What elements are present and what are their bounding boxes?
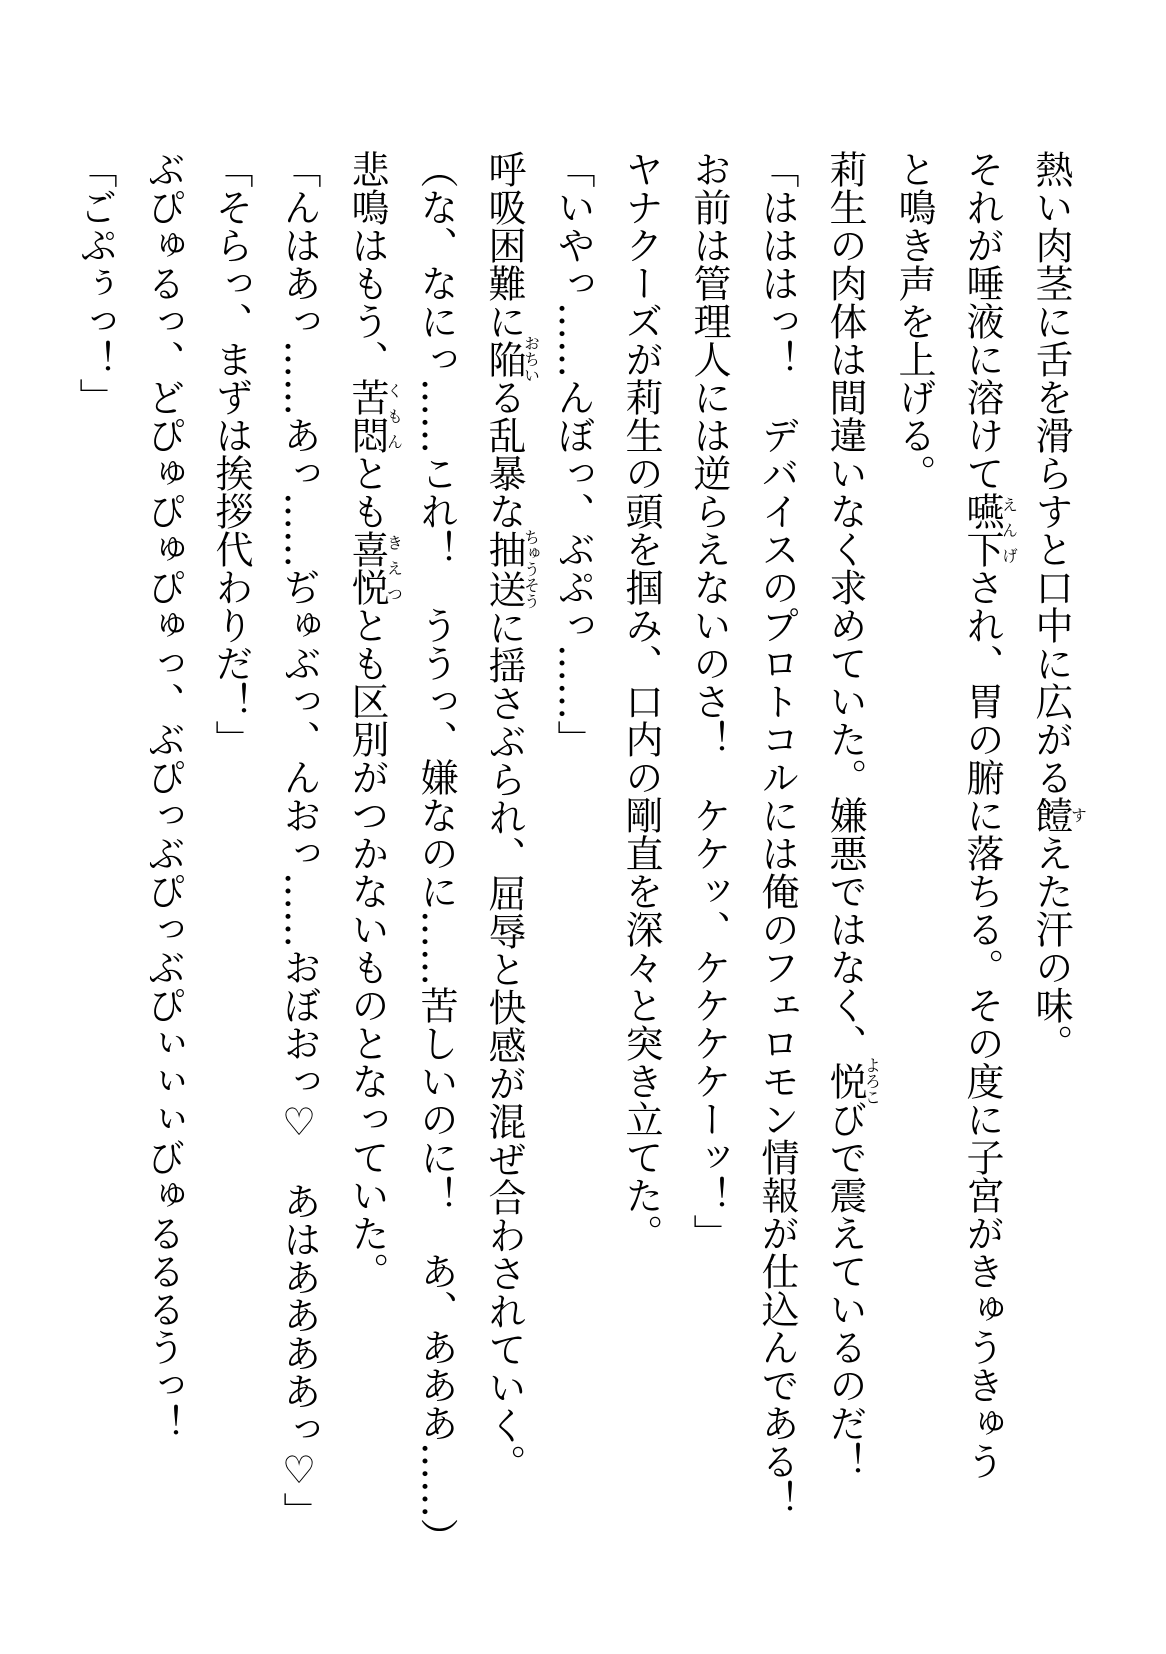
ruby-annotated-word: 嚥下えんげ xyxy=(960,492,1019,568)
ruby-annotated-word: 苦悶くもん xyxy=(345,378,404,454)
text-line-7: ヤナクーズが莉生の頭を掴み、口内の剛直を深々と突き立てた。 xyxy=(619,150,663,1252)
furigana: よろこ xyxy=(862,1057,882,1105)
furigana: おちい xyxy=(521,335,541,383)
text-line-11: 悲鳴はもう、苦悶くもんとも喜悦きえつとも区別がつかないものとなっていた。 xyxy=(345,150,404,1290)
text-line-12: 「んはあっ……あっ……ぢゅぶっ、んおっ……おぼおっ♡ あはああああっ♡」 xyxy=(277,150,321,1530)
novel-page xyxy=(61,150,1088,1556)
text-line-3: と鳴き声を上げる。 xyxy=(892,150,936,492)
text-line-5: 「はははっ！ デバイスのプロトコルには俺のフェロモン情報が仕込んである！ xyxy=(755,150,799,1518)
text-line-8: 「いやっ……んぼっ、ぶぷっ……」 xyxy=(551,150,595,758)
text-line-14: ぶぴゅるっ、どぴゅぴゅぴゅっ、ぶぴっぶぴっぶぴぃぃぃびゅるるるうっ！ xyxy=(141,150,185,1442)
furigana: す xyxy=(1068,796,1088,834)
furigana: きえつ xyxy=(384,530,404,606)
text-line-9: 呼吸困難に陥おちいる乱暴な抽送ちゅうそうに揺さぶられ、屈辱と快感が混ぜ合わされていく。 xyxy=(482,150,541,1482)
text-line-2: それが唾液に溶けて嚥下えんげされ、胃の腑に落ちる。その度に子宮がきゅうきゅう xyxy=(960,150,1019,1480)
ruby-annotated-word: 喜悦きえつ xyxy=(345,530,404,606)
furigana: えんげ xyxy=(999,492,1019,568)
ruby-annotated-word: 饐す xyxy=(1029,796,1088,834)
ruby-annotated-word: 陥おちい xyxy=(482,335,541,383)
ruby-annotated-word: 悦よろこ xyxy=(823,1057,882,1105)
text-line-10: （な、なにっ……これ！ ううっ、嫌なのに……苦しいのに！ あ、あああ……） xyxy=(414,150,458,1556)
text-line-13: 「そらっ、まずは挨拶代わりだ！」 xyxy=(209,150,253,758)
furigana: ちゅうそう xyxy=(521,529,541,609)
text-line-4: 莉生の肉体は間違いなく求めていた。嫌悪ではなく、悦よろこびで震えているのだ！ xyxy=(823,150,882,1480)
text-line-1: 熱い肉茎に舌を滑らすと口中に広がる饐すえた汗の味。 xyxy=(1029,150,1088,1062)
furigana: くもん xyxy=(384,378,404,454)
text-line-6: お前は管理人には逆らえないのさ！ ケケッ、ケケケケーッ！」 xyxy=(687,150,731,1252)
text-line-15: 「ごぷぅっ！」 xyxy=(73,150,117,416)
ruby-annotated-word: 抽送ちゅうそう xyxy=(482,529,541,609)
